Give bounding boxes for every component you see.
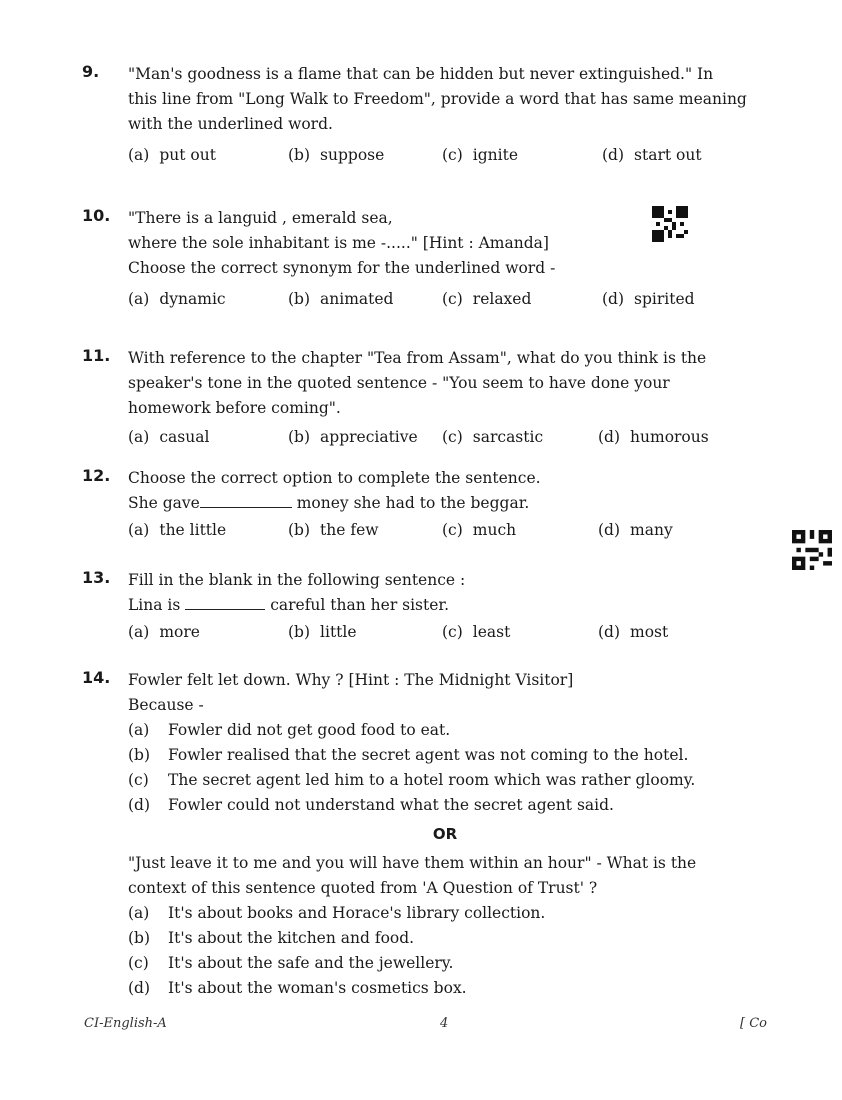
question-text-line: "There is a languid , emerald sea, — [128, 209, 393, 227]
question-number: 9. — [82, 62, 100, 81]
footer-continued: [ Co — [740, 1016, 767, 1031]
question-text-line: "Just leave it to me and you will have them within an hour" - What is the — [128, 854, 697, 872]
question-text-line: where the sole inhabitant is me -....." [Hint : Amanda] — [128, 234, 549, 252]
option-d[interactable]: (d) many — [598, 521, 673, 539]
qr-code-icon — [652, 206, 688, 242]
option-b[interactable]: (b) Fowler realised that the secret agent was not coming to the hotel. — [128, 746, 689, 764]
question-text-line: context of this sentence quoted from 'A Question of Trust' ? — [128, 879, 598, 897]
alt-option-c[interactable]: (c) It's about the safe and the jewellery. — [128, 954, 454, 972]
option-a[interactable]: (a) dynamic — [128, 290, 226, 308]
question-number: 10. — [82, 206, 111, 225]
question-text-line: Fill in the blank in the following sentence : — [128, 571, 466, 589]
question-13 — [82, 568, 762, 646]
option-a[interactable]: (a) more — [128, 623, 200, 641]
question-11 — [82, 346, 762, 451]
side-qr-code-icon — [792, 530, 832, 570]
option-c[interactable]: (c) sarcastic — [442, 428, 544, 446]
question-12 — [82, 466, 762, 544]
footer-paper-code: CI-English-A — [84, 1016, 167, 1031]
question-text-line: with the underlined word. — [128, 115, 333, 133]
option-b[interactable]: (b) animated — [288, 290, 394, 308]
option-a[interactable]: (a) casual — [128, 428, 210, 446]
option-d[interactable]: (d) spirited — [602, 290, 695, 308]
question-number: 13. — [82, 568, 111, 587]
option-d[interactable]: (d) start out — [602, 146, 702, 164]
option-c[interactable]: (c) The secret agent led him to a hotel room which was rather gloomy. — [128, 771, 696, 789]
fill-blank[interactable] — [200, 507, 292, 508]
question-text-line: speaker's tone in the quoted sentence - "You seem to have done your — [128, 374, 670, 392]
alt-option-a[interactable]: (a) It's about books and Horace's library collection. — [128, 904, 546, 922]
question-9 — [82, 62, 762, 169]
question-text-line: Because - — [128, 696, 204, 714]
question-text-line: Fowler felt let down. Why ? [Hint : The Midnight Visitor] — [128, 671, 574, 689]
option-b[interactable]: (b) suppose — [288, 146, 385, 164]
option-d[interactable]: (d) Fowler could not understand what the secret agent said. — [128, 796, 614, 814]
question-text-line: "Man's goodness is a flame that can be hidden but never extinguished." In — [128, 65, 714, 83]
question-number: 12. — [82, 466, 111, 485]
option-a[interactable]: (a) put out — [128, 146, 216, 164]
option-b[interactable]: (b) the few — [288, 521, 379, 539]
question-14 — [82, 668, 762, 1001]
option-d[interactable]: (d) most — [598, 623, 669, 641]
question-text-line: She gave money she had to the beggar. — [128, 494, 530, 512]
alt-option-d[interactable]: (d) It's about the woman's cosmetics box. — [128, 979, 467, 997]
question-number: 11. — [82, 346, 111, 365]
option-c[interactable]: (c) relaxed — [442, 290, 532, 308]
option-d[interactable]: (d) humorous — [598, 428, 709, 446]
fill-blank[interactable] — [185, 609, 265, 610]
or-separator: OR — [432, 825, 458, 843]
option-a[interactable]: (a) Fowler did not get good food to eat. — [128, 721, 451, 739]
option-a[interactable]: (a) the little — [128, 521, 227, 539]
question-text-line: this line from "Long Walk to Freedom", provide a word that has same meaning — [128, 90, 747, 108]
question-text-line: Choose the correct option to complete the sentence. — [128, 469, 541, 487]
option-c[interactable]: (c) ignite — [442, 146, 519, 164]
option-b[interactable]: (b) appreciative — [288, 428, 418, 446]
question-text-line: With reference to the chapter "Tea from Assam", what do you think is the — [128, 349, 707, 367]
option-b[interactable]: (b) little — [288, 623, 357, 641]
question-text-line: homework before coming". — [128, 399, 341, 417]
option-c[interactable]: (c) least — [442, 623, 511, 641]
question-text-line: Lina is careful than her sister. — [128, 596, 450, 614]
alt-option-b[interactable]: (b) It's about the kitchen and food. — [128, 929, 415, 947]
question-number: 14. — [82, 668, 111, 687]
question-text-line: Choose the correct synonym for the underlined word - — [128, 259, 556, 277]
option-c[interactable]: (c) much — [442, 521, 517, 539]
footer-page-number: 4 — [440, 1016, 449, 1031]
